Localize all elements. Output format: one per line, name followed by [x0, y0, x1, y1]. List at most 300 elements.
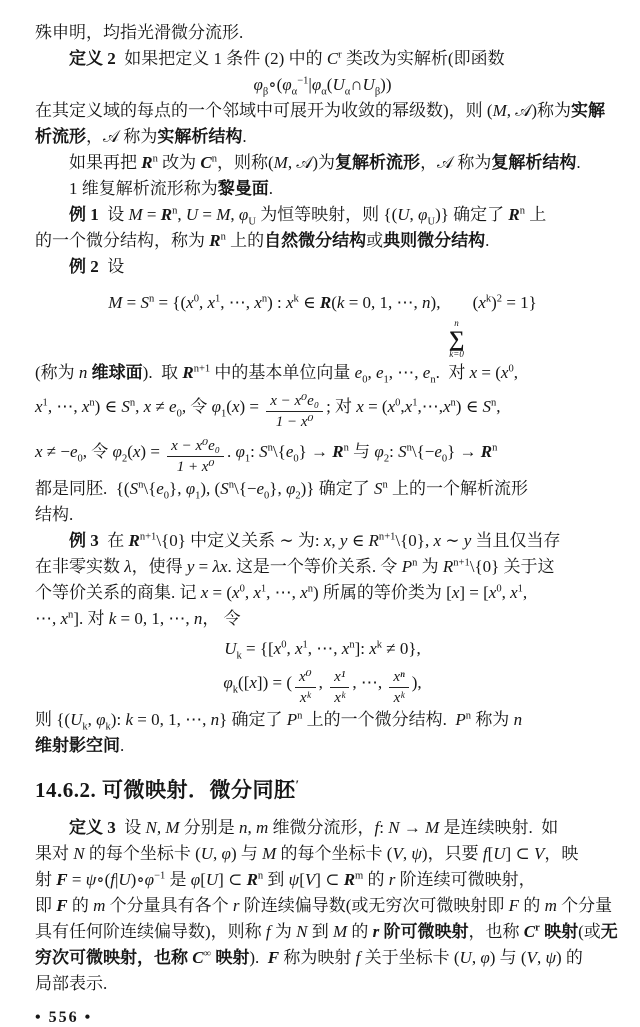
text-segment: f — [482, 844, 488, 864]
text-segment: n — [261, 293, 268, 305]
text-segment: . — [120, 736, 125, 756]
text-segment: M — [128, 205, 143, 224]
text-segment: e — [375, 362, 384, 382]
example-1-line — [35, 202, 610, 228]
structure-line — [35, 502, 610, 528]
text-segment: M — [425, 818, 440, 838]
text-segment: , — [177, 205, 186, 224]
text-segment: )} 确定了 — [300, 479, 374, 499]
text-segment: 1 — [302, 639, 308, 651]
text-segment: , — [501, 583, 511, 603]
text-segment: n — [267, 442, 273, 454]
text-segment: 1 — [195, 490, 201, 502]
text-segment: ∞ — [203, 948, 212, 960]
text-segment: 1 — [215, 293, 221, 305]
text-segment: n — [148, 293, 155, 305]
phik-formula — [35, 662, 610, 707]
text-segment: φ — [112, 441, 122, 461]
text-segment: U — [185, 205, 199, 224]
text-segment: n+1 — [193, 362, 211, 374]
text-segment: ): — [110, 710, 126, 730]
text-segment: 0 — [239, 583, 245, 595]
text-segment: ). 取 — [142, 362, 183, 382]
text-segment: n — [343, 442, 349, 454]
text-segment: U — [70, 710, 83, 730]
text-segment: C — [523, 922, 536, 942]
text-segment: n — [382, 479, 388, 491]
text-segment: }, — [269, 479, 286, 499]
text-segment: x — [35, 441, 43, 461]
text-segment: x — [341, 639, 350, 659]
text-segment: ， 令 — [202, 609, 241, 629]
text-segment: R — [332, 441, 344, 461]
text-segment: r — [372, 922, 380, 942]
text-segment: x — [186, 293, 194, 312]
text-segment: ) : — [267, 293, 286, 312]
text-segment: }, — [169, 479, 186, 499]
text-segment: F — [267, 948, 280, 968]
text-segment: 实解析结构 — [157, 127, 243, 146]
text-segment: . — [227, 441, 236, 461]
text-segment: λx — [212, 557, 228, 577]
text-segment: α — [291, 86, 298, 98]
text-segment: ,⋯, — [417, 396, 443, 416]
text-segment: U — [248, 216, 256, 228]
text-segment: 典则微分结构 — [383, 231, 486, 250]
text-segment: e — [169, 396, 177, 416]
text-segment: M — [492, 101, 507, 120]
text-segment: e — [434, 441, 442, 461]
text-segment: 2 — [496, 293, 503, 305]
text-segment: m — [256, 818, 269, 838]
text-segment: 果对 — [35, 844, 74, 864]
text-segment: r — [535, 922, 540, 934]
text-segment: 0 — [395, 396, 401, 408]
text-segment: ]) = ( — [256, 673, 292, 693]
text-segment: φ — [190, 870, 201, 890]
text-segment: 维微分流形， — [268, 818, 375, 838]
text-segment: 改为 — [157, 153, 201, 172]
phi2-formula-line — [35, 431, 610, 476]
text-segment: , — [536, 948, 546, 968]
text-segment: 0 — [281, 639, 287, 651]
text-segment: R — [246, 870, 258, 890]
text-segment: 0 — [508, 362, 514, 374]
text-segment: 如果再把 — [69, 153, 142, 172]
text-segment: 0 — [163, 490, 170, 502]
text-segment: x — [442, 396, 451, 416]
text-segment: φ — [221, 844, 231, 864]
text-segment: x — [387, 396, 396, 416]
text-segment: 的 — [67, 896, 94, 916]
text-segment: f — [374, 818, 380, 838]
text-segment: \{0}, — [395, 531, 434, 551]
text-segment: 定义 3 — [69, 818, 116, 838]
fraction: $\frac{\text{x − x⁰e₀}}{\text{1 + x⁰}}$ — [167, 437, 224, 476]
text-segment: x — [285, 293, 294, 312]
text-segment: , — [213, 844, 222, 864]
text-segment: φ — [238, 205, 249, 224]
section-heading — [35, 775, 610, 805]
text-segment: ] ⊂ — [315, 870, 344, 890]
text-segment: n — [349, 639, 355, 651]
text-segment: P — [401, 557, 413, 577]
uk-formula — [35, 636, 610, 662]
text-segment: | — [308, 75, 312, 94]
text-segment: = — [194, 557, 213, 577]
text-segment: 为 — [417, 557, 443, 577]
text-segment: n — [78, 362, 88, 382]
text-segment: y — [339, 531, 348, 551]
text-segment: n — [193, 609, 203, 629]
text-segment: ≠ 0}, — [382, 639, 421, 659]
text-segment: : — [250, 441, 260, 461]
text-segment: ) ∈ — [94, 396, 122, 416]
text-segment: 如果把定义 1 条件 (2) 中的 — [115, 49, 327, 68]
text-segment: x — [143, 396, 152, 416]
text-segment: F — [56, 870, 68, 890]
text-segment: ∼ — [441, 531, 464, 551]
text-segment: 类改为实解析(即函数 — [341, 49, 505, 68]
text-segment: )，只要 — [421, 844, 483, 864]
text-segment: , — [331, 531, 340, 551]
text-segment: ] = [ — [459, 583, 489, 603]
text-segment: 关于坐标卡 ( — [360, 948, 460, 968]
text-segment: x — [81, 396, 90, 416]
lambda-line — [35, 554, 610, 580]
text-segment: e — [256, 479, 265, 499]
text-segment: M — [333, 922, 348, 942]
text-segment: φ — [235, 441, 245, 461]
text-segment: S — [373, 479, 383, 499]
text-segment: r — [388, 870, 396, 890]
text-segment: ] ⊂ — [218, 870, 247, 890]
text-segment: ，则称( — [216, 153, 274, 172]
text-segment: n — [519, 205, 525, 217]
text-segment: n — [491, 396, 497, 408]
text-segment: S — [220, 479, 229, 499]
text-segment: n — [412, 557, 418, 569]
text-segment: ∩ — [350, 75, 363, 94]
text-segment: ), ( — [200, 479, 221, 499]
text-segment: n — [430, 373, 436, 385]
text-segment: S — [259, 441, 268, 461]
text-segment: 1 — [42, 396, 48, 408]
fraction: $\frac{\text{xⁿ}}{\text{xᵏ}}$ — [389, 668, 408, 707]
text-segment: ), — [430, 293, 445, 312]
text-segment: ( — [468, 293, 479, 312]
text-segment: R — [128, 531, 140, 551]
text-segment: 例 1 — [69, 205, 99, 224]
text-segment: x — [231, 396, 240, 416]
text-segment: 映射 — [539, 922, 579, 942]
text-segment: N — [73, 844, 85, 864]
text-segment: x — [488, 583, 497, 603]
text-segment: C — [326, 49, 339, 68]
text-segment: n — [211, 153, 217, 165]
text-segment: ] ⊂ — [505, 844, 534, 864]
text-segment: x — [35, 396, 43, 416]
text-segment: )} 确定了 — [435, 205, 509, 224]
cr-map-line — [35, 919, 618, 945]
fraction: $\frac{\text{x⁰}}{\text{xᵏ}}$ — [295, 668, 316, 707]
text-segment: 称为映射 — [279, 948, 356, 968]
text-segment: N — [145, 818, 157, 838]
text-segment: n — [129, 396, 136, 408]
text-segment: R — [442, 557, 454, 577]
text-segment: U — [427, 216, 436, 228]
paragraph-line-2 — [35, 98, 610, 124]
riemann-surface-line — [35, 176, 610, 202]
text-segment: x — [323, 531, 332, 551]
text-segment: −1 — [154, 870, 166, 882]
text-segment: x — [249, 673, 257, 693]
text-segment: 射 — [35, 870, 57, 890]
text-segment: φ — [311, 75, 322, 94]
text-segment: n+1 — [378, 531, 396, 543]
text-segment: 分别是 — [179, 818, 240, 838]
text-segment: . — [268, 179, 273, 198]
text-segment: x — [207, 293, 215, 312]
text-segment: φ — [96, 710, 106, 730]
partial-derivative-line — [35, 893, 613, 919]
text-segment: 0 — [496, 583, 502, 595]
text-segment: M — [273, 153, 288, 172]
text-segment: ) 与 — [230, 844, 263, 864]
text-segment: , — [367, 362, 376, 382]
text-segment: 0 — [293, 453, 299, 465]
text-segment: = 0, 1, ⋯, — [116, 609, 194, 629]
example-1-line-2 — [35, 228, 610, 254]
text-segment: e — [69, 441, 78, 461]
text-segment: . 对 — [435, 362, 470, 382]
text-segment: F — [508, 896, 520, 916]
text-segment: . — [242, 127, 247, 146]
text-segment: 维球面 — [91, 362, 143, 382]
text-segment: 上的 — [225, 231, 265, 250]
text-segment: V — [533, 844, 545, 864]
text-segment: φ — [253, 75, 263, 94]
text-segment: ∘( — [268, 75, 283, 94]
text-segment: k — [236, 650, 242, 662]
text-segment: φ — [211, 396, 221, 416]
text-segment: φ — [282, 75, 292, 94]
text-segment: , — [513, 362, 518, 382]
text-segment: α — [321, 86, 327, 98]
text-segment: e — [285, 441, 294, 461]
text-segment: φ — [418, 205, 428, 224]
text-segment: 上 — [525, 205, 547, 224]
text-segment: ，𝒜 称为 — [86, 127, 158, 146]
text-segment: ψ — [411, 844, 422, 864]
text-segment: 阶连续可微映射， — [395, 870, 536, 890]
text-segment: n — [406, 442, 412, 454]
text-segment: 与 — [348, 441, 375, 461]
text-segment: ≠ — [151, 396, 170, 416]
phi1-formula-line — [35, 386, 610, 431]
text-segment: 殊申明，均指光滑微分流形. — [35, 23, 244, 42]
text-segment: φ — [374, 441, 384, 461]
text-segment: 的 — [519, 896, 545, 916]
text-segment: ∈ — [347, 531, 369, 551]
text-segment: , — [230, 205, 239, 224]
text-segment: k — [376, 639, 383, 651]
text-segment: ) = — [239, 396, 264, 416]
text-segment: [ — [487, 844, 494, 864]
text-segment: , 𝒜)称为 — [506, 101, 571, 120]
text-segment: 阶可微映射 — [379, 922, 469, 942]
text-segment: 的 — [347, 922, 373, 942]
text-segment: 定义 2 — [69, 49, 116, 68]
text-segment: f — [355, 948, 361, 968]
text-segment: U — [224, 639, 237, 659]
text-segment: \{− — [233, 479, 257, 499]
text-segment: φ — [144, 870, 155, 890]
text-segment: M — [262, 844, 277, 864]
complex-analytic-line — [35, 150, 610, 176]
text-segment: , — [286, 639, 295, 659]
text-segment: ) 与 ( — [489, 948, 527, 968]
text-segment: n — [138, 479, 144, 491]
text-segment: 1 — [260, 583, 267, 595]
text-segment: x — [132, 441, 141, 461]
text-segment: 实解 — [571, 101, 605, 120]
text-segment: x — [253, 583, 261, 603]
text-segment: ) ∈ — [455, 396, 483, 416]
text-segment: R — [209, 231, 221, 250]
text-segment: } 确定了 — [219, 710, 287, 730]
text-segment: N — [388, 818, 400, 838]
text-segment: f — [110, 870, 115, 890]
text-segment: 在非零实数 — [35, 557, 125, 577]
text-segment: 上的一个微分结构. — [302, 710, 456, 730]
text-segment: 在 — [98, 531, 129, 551]
text-segment: 为 — [270, 922, 297, 942]
text-segment: R — [343, 870, 356, 890]
text-segment: 当且仅当存 — [471, 531, 561, 551]
text-segment: ]. 对 — [73, 609, 109, 629]
projective-line — [35, 707, 610, 733]
text-segment: | — [114, 870, 119, 890]
text-segment: , 令 — [82, 441, 113, 461]
text-segment: x — [404, 396, 413, 416]
text-segment: ( — [226, 396, 232, 416]
text-segment: ([ — [238, 673, 250, 693]
text-segment: ), — [411, 673, 422, 693]
text-segment: R — [480, 441, 493, 461]
text-segment: , — [135, 396, 144, 416]
text-segment: φ — [223, 673, 233, 693]
text-segment: , — [496, 396, 501, 416]
text-segment: x — [500, 362, 509, 382]
text-segment: 1 — [412, 396, 418, 408]
text-segment: 维射影空间 — [35, 736, 120, 756]
text-segment: = — [142, 205, 161, 224]
text-segment: , — [318, 673, 328, 693]
text-segment: α — [344, 86, 351, 98]
text-segment: 1 维复解析流形称为 — [69, 179, 218, 198]
text-segment: 0 — [362, 373, 368, 385]
text-segment: ∘( — [96, 870, 111, 890]
text-segment: n — [450, 396, 456, 408]
text-segment: , ⋯, — [352, 673, 387, 693]
text-segment: = 0, 1, ⋯, — [344, 293, 423, 312]
for-k-line — [35, 606, 610, 632]
text-segment: φ — [480, 948, 490, 968]
text-segment: 例 2 — [69, 257, 99, 276]
text-segment: n — [210, 710, 220, 730]
text-segment: 中的基本单位向量 — [210, 362, 355, 382]
text-segment: n+1 — [453, 557, 470, 569]
text-segment: n — [239, 818, 248, 838]
fraction: $\frac{\text{x − x⁰e₀}}{\text{1 − x⁰}}$ — [266, 392, 323, 431]
text-segment: x — [510, 583, 518, 603]
text-segment: n — [465, 710, 472, 722]
text-segment: r — [232, 896, 240, 916]
text-segment: ⋯, — [35, 609, 61, 629]
text-segment: [ — [200, 870, 206, 890]
text-segment: , — [471, 948, 481, 968]
summation-symbol: n ∑ k=0 — [448, 317, 465, 359]
text-segment: λ — [124, 557, 132, 577]
text-segment: \{ — [143, 479, 157, 499]
text-segment: k — [336, 293, 345, 312]
text-segment: 14.6.2. 可微映射．微分同胚 — [35, 778, 296, 803]
text-segment: x — [369, 639, 377, 659]
text-segment: 具有任何阶连续偏导数)，则称 — [35, 922, 266, 942]
text-segment: ，映 — [544, 844, 579, 864]
text-segment: F — [56, 896, 68, 916]
text-segment: x — [356, 396, 364, 416]
text-segment: r — [338, 49, 342, 61]
transition-map-formula — [35, 72, 610, 98]
text-segment: 无 — [600, 922, 618, 942]
text-segment: , — [244, 583, 254, 603]
page-body — [35, 20, 618, 997]
page-number: • 556 • — [35, 1009, 93, 1027]
example-3-line — [35, 528, 610, 554]
text-segment: 0 — [193, 293, 199, 305]
text-segment: = — [67, 870, 86, 890]
text-segment: = ( — [477, 362, 501, 382]
text-segment: (称为 — [35, 362, 79, 382]
text-segment: ψ — [85, 870, 97, 890]
sphere-text-line — [35, 360, 610, 386]
text-segment: ∈ — [298, 293, 320, 312]
text-segment: 的每个坐标卡 ( — [84, 844, 201, 864]
text-segment: ) — [491, 293, 497, 312]
text-segment: ψ — [288, 870, 300, 890]
text-segment: , — [87, 710, 97, 730]
text-segment: k — [293, 293, 299, 305]
text-segment: ) = — [140, 441, 165, 461]
text-segment: . 这是一个等价关系. 令 — [227, 557, 402, 577]
text-segment: 自然微分结构 — [264, 231, 367, 250]
text-segment: k — [105, 721, 111, 733]
text-segment: n — [297, 710, 303, 722]
text-segment: )∘ — [130, 870, 145, 890]
text-segment: = 1} — [502, 293, 537, 312]
text-segment: n — [68, 609, 74, 621]
text-segment: 2 — [295, 490, 301, 502]
text-segment: 局部表示. — [35, 974, 108, 994]
text-segment: ]: — [354, 639, 370, 659]
text-segment: U — [493, 844, 506, 864]
homeomorphism-line — [35, 476, 610, 502]
text-segment: 0 — [77, 453, 83, 465]
text-segment: n — [257, 870, 264, 882]
text-segment: y — [186, 557, 195, 577]
